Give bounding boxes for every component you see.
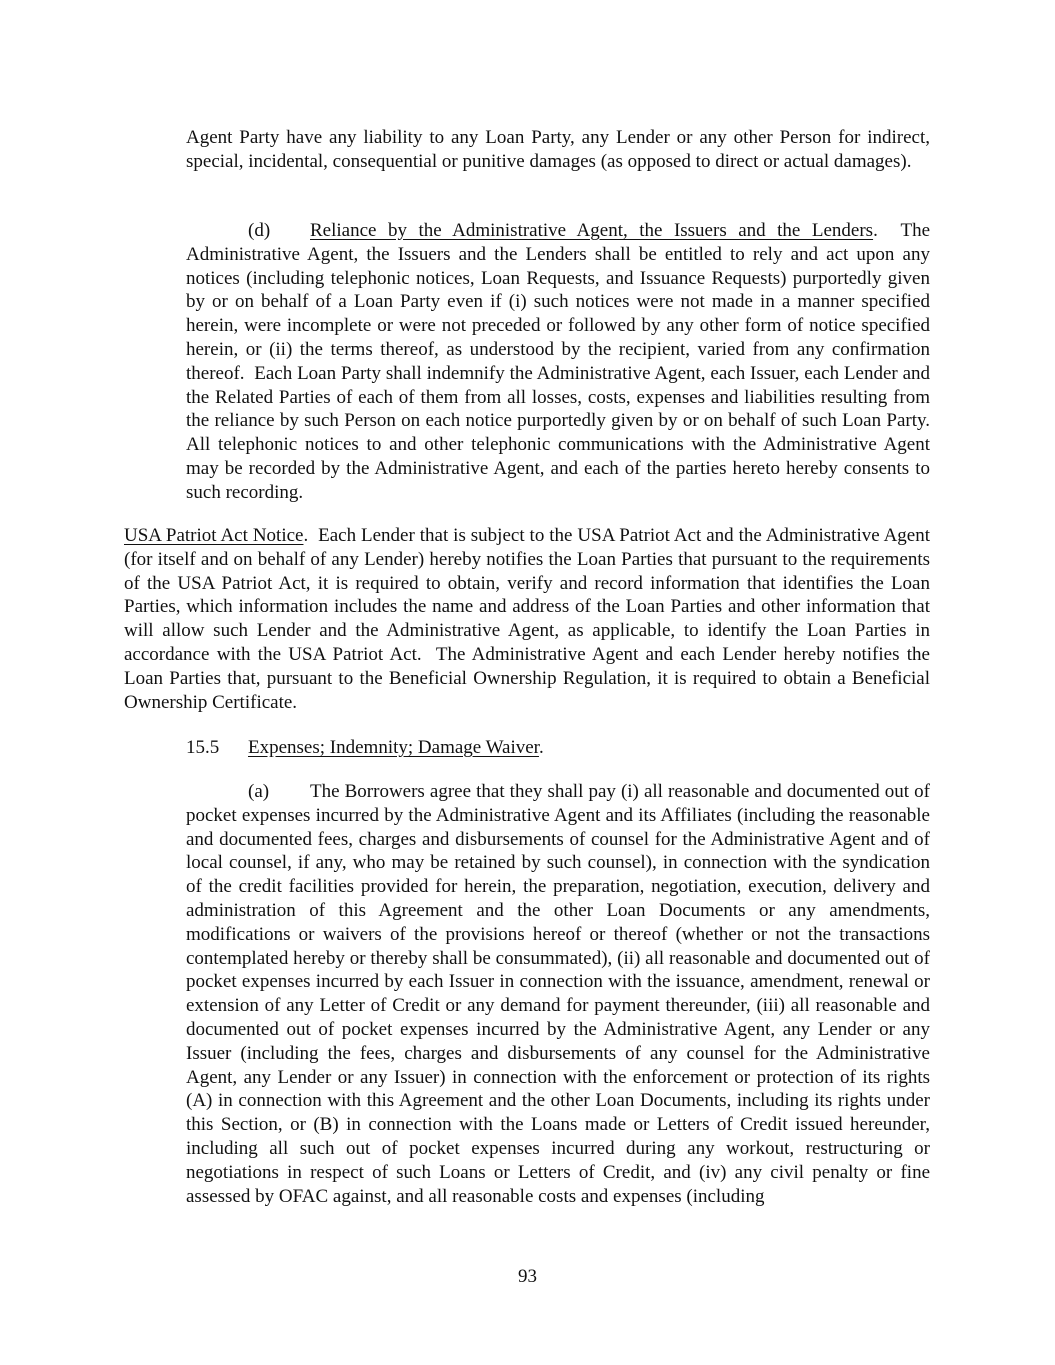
paragraph-expenses [186, 780, 930, 1208]
paragraph-number: (d) [248, 220, 271, 241]
page-number: 93 [518, 1266, 537, 1287]
paragraph-body: The Administrative Agent, the Issuers and the Lenders shall be entitled to rely and act upon any notices (including telephonic notices, Loan Requests, and Issuance Requests) purportedly given by or on behalf of a Loan Party even if (i) such notices were not made in a manner specified herein, were incomplete or were not preceded or followed by any other form of notice specified herein, or (ii) the terms thereof, as understood by the recipient, varied from any confirmation thereof. Each Loan Party shall indemnify the Administrative Agent, each Issuer, each Lender and the Related Parties of each of them from all losses, costs, expenses and liabilities resulting from the reliance by such Person on each notice purportedly given by or on behalf of such Loan Party. All telephonic notices to and other telephonic communications with the Administrative Agent may be recorded by the Administrative Agent, and each of the parties hereto hereby consents to such recording. [186, 220, 940, 503]
paragraph-heading-suffix: . [303, 525, 309, 546]
section-number: 15.5 [186, 737, 220, 758]
paragraph-heading-suffix: . [873, 220, 878, 241]
section-heading [186, 736, 930, 760]
section-title-suffix: . [538, 737, 544, 758]
paragraph-patriot-act [124, 524, 935, 714]
paragraph-continuation: Agent Party have any liability to any Loan Party, any Lender or any other Person for indirect, special, incidental, consequential or punitive damages (as opposed to direct or actual damages). [186, 127, 930, 172]
section-title: Expenses; Indemnity; Damage Waiver [248, 737, 539, 758]
paragraph-body: The Borrowers agree that they shall pay (i) all reasonable and documented out of pocket expenses incurred by the Administrative Agent and its Affiliates (including the reasonable and documented fees, charges and disbursements of counsel for the Administrative Agent and of local counsel, if any, who may be retained by such counsel), in connection with the syndication of the credit facilities provided for herein, the preparation, negotiation, execution, delivery and administration of this Agreement and the other Loan Documents or any amendments, modifications or waivers of the provisions hereof or thereof (whether or not the transactions contemplated hereby or thereby shall be consummated), (ii) all reasonable and documented out of pocket expenses incurred by each Issuer in connection with the issuance, amendment, renewal or extension of any Letter of Credit or any demand for payment thereunder, (iii) all reasonable and documented out of pocket expenses incurred by the Administrative Agent, any Lender or any Issuer (including the fees, charges and disbursements of any counsel for the Administrative Agent, any Lender or any Issuer) in connection with the enforcement or protection of its rights (A) in connection with this Agreement and the other Loan Documents, including its rights under this Section, or (B) in connection with the Loans made or Letters of Credit issued hereunder, including all such out of pocket expenses incurred during any workout, restructuring or negotiations in respect of such Loans or Letters of Credit, and (iv) any civil penalty or fine assessed by OFAC against, and all reasonable costs and expenses (including [186, 781, 930, 1207]
paragraph-number: (a) [248, 781, 270, 802]
paragraph-reliance [186, 219, 940, 505]
paragraph-heading: Reliance by the Administrative Agent, the Issuers and the Lenders [310, 220, 874, 241]
paragraph-body: Each Lender that is subject to the USA Patriot Act and the Administrative Agent (for itself and on behalf of any Lender) hereby notifies the Loan Parties that pursuant to the requirements of the USA Patriot Act, it is required to obtain, verify and record information that identifies the Loan Parties, which information includes the name and address of the Loan Parties and other information that will allow such Lender and the Administrative Agent, as applicable, to identify the Loan Parties in accordance with the USA Patriot Act. The Administrative Agent and each Lender hereby notifies the Loan Parties that, pursuant to the Beneficial Ownership Regulation, it is required to obtain a Beneficial Ownership Certificate. [124, 525, 935, 713]
paragraph-heading: USA Patriot Act Notice [124, 525, 304, 546]
